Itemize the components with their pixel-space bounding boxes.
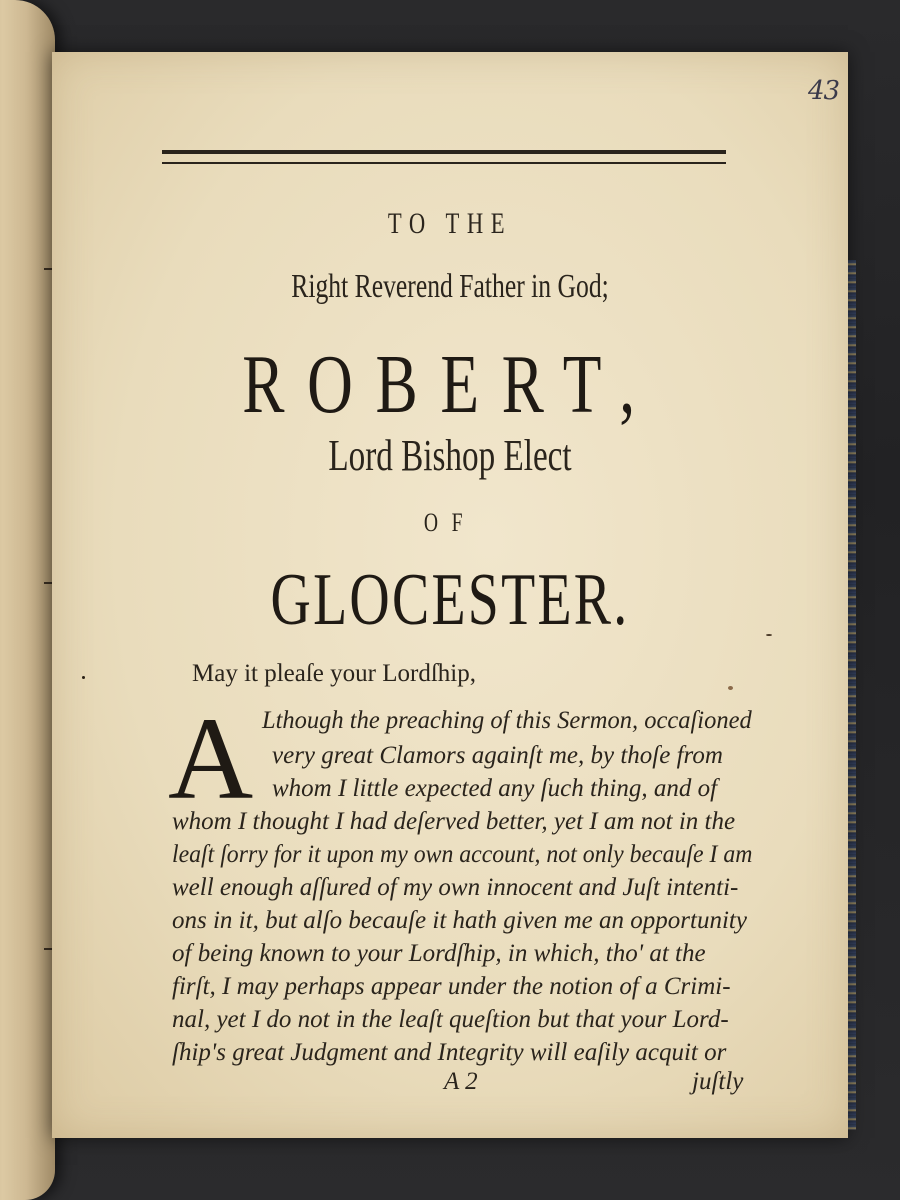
body-line: whom I little expected any ſuch thing, and of — [272, 775, 718, 802]
drop-cap: A — [168, 693, 254, 824]
left-page-edge — [0, 0, 55, 1200]
foxing-speck — [766, 634, 772, 636]
addressee-title: Right Reverend Father in God; — [291, 268, 609, 305]
double-rule-top — [162, 150, 726, 154]
body-line: Lthough the preaching of this Sermon, occaſioned — [262, 707, 752, 734]
foxing-speck — [728, 686, 733, 690]
body-line: leaſt ſorry for it upon my own account, not only becauſe I am — [172, 841, 753, 868]
page-edge-mark — [44, 948, 52, 950]
signature-mark: A 2 — [444, 1068, 478, 1095]
addressee-name: ROBERT, — [242, 338, 658, 431]
body-line: ſhip's great Judgment and Integrity will eaſily acquit or — [172, 1039, 727, 1066]
page-edge-mark — [44, 582, 52, 584]
heading-to-the: TO THE — [387, 207, 513, 240]
salutation: May it pleaſe your Lordſhip, — [192, 660, 476, 687]
body-line: very great Clamors againſt me, by thoſe from — [272, 742, 723, 769]
body-line: ons in it, but alſo becauſe it hath given me an opportunity — [172, 907, 747, 934]
of-line: OF — [423, 508, 477, 537]
catchword: juſtly — [692, 1068, 744, 1095]
body-line: well enough aſſured of my own innocent and Juſt intenti- — [172, 874, 739, 901]
body-line: of being known to your Lordſhip, in which, tho' at the — [172, 940, 706, 967]
body-line: firſt, I may perhaps appear under the notion of a Crimi- — [172, 973, 731, 1000]
page-number: 43 — [808, 76, 840, 106]
see-name: GLOCESTER. — [270, 559, 630, 641]
double-rule-bottom — [162, 162, 726, 164]
body-line: whom I thought I had deſerved better, yet I am not in the — [172, 808, 736, 835]
addressee-office: Lord Bishop Elect — [328, 431, 572, 480]
page-edge-mark — [44, 268, 52, 270]
foxing-speck — [82, 676, 85, 679]
body-line: nal, yet I do not in the leaſt queſtion but that your Lord- — [172, 1006, 729, 1033]
